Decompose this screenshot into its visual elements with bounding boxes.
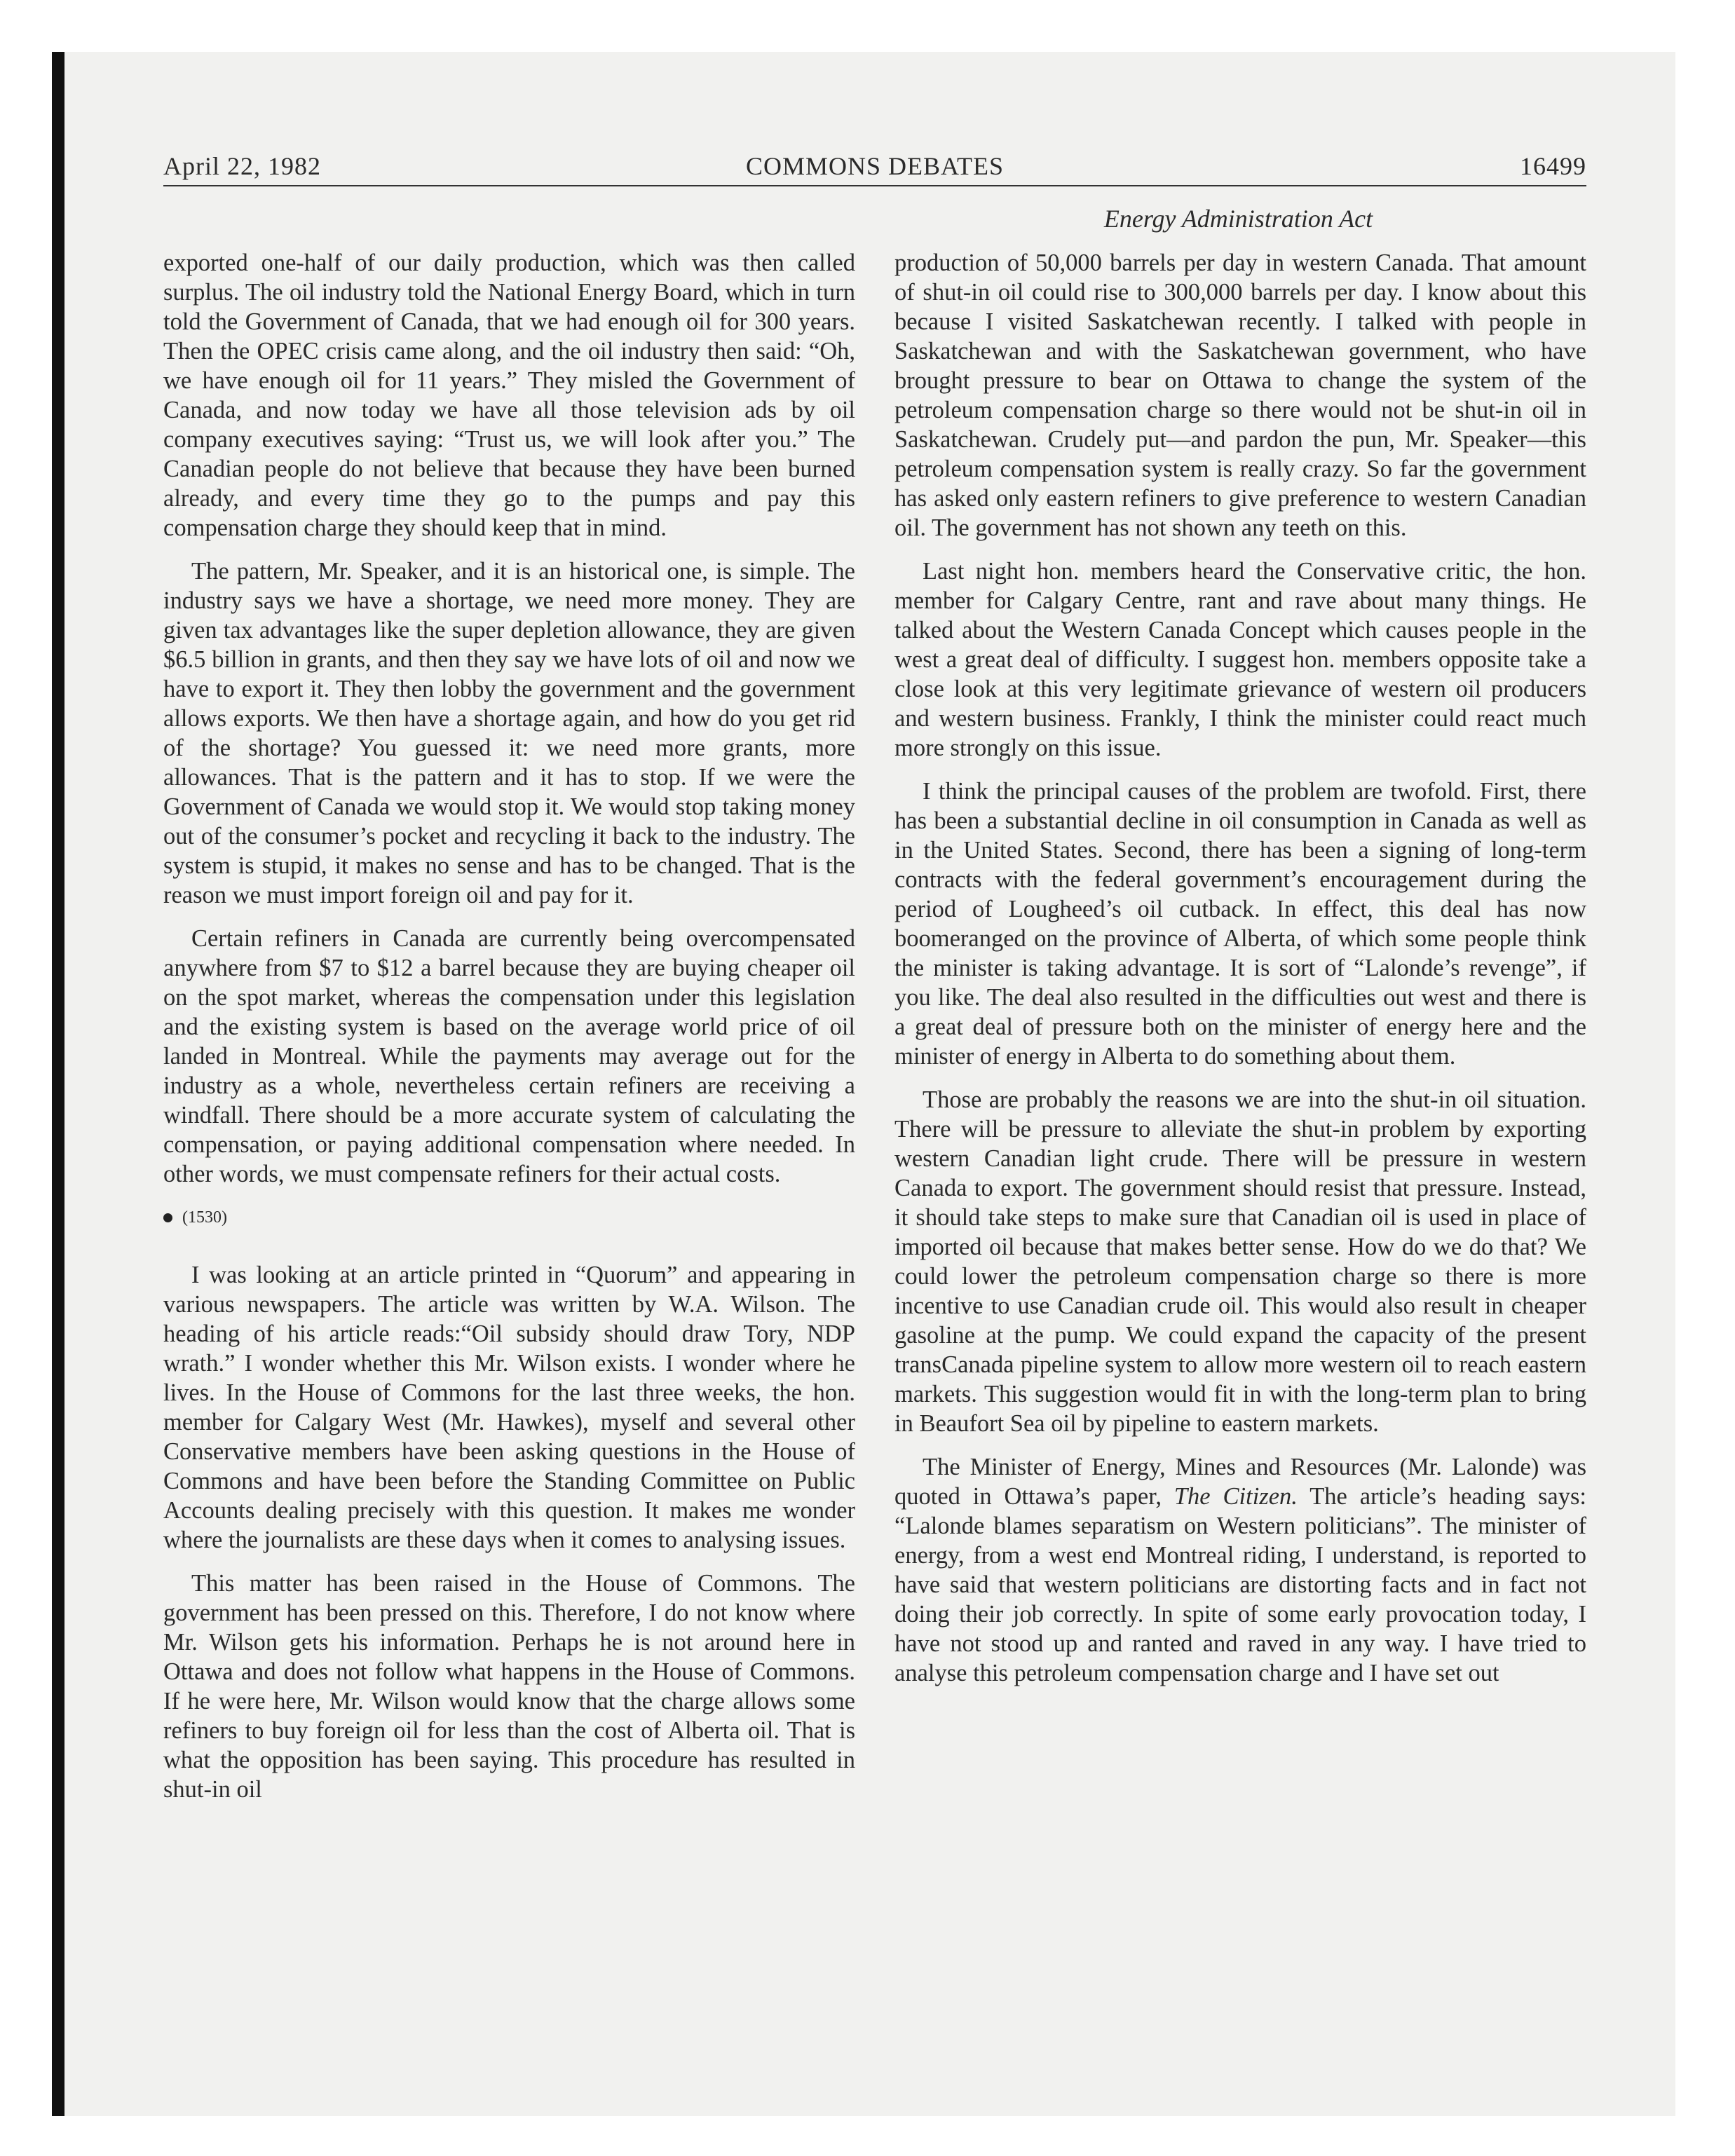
paragraph: This matter has been raised in the House of Commons. The government has been pressed on this. Therefore, I do not know where Mr. Wilson gets his information. Perhaps he is not around here in Ottawa and does not follow what happens in the House of Commons. If he were here, Mr. Wilson would know that the charge allows some refiners to buy foreign oil for less than the cost of Alberta oil. That is what the opposition has been saying. This procedure has resulted in shut-in oil xyxy=(163,1570,855,1803)
text-run: The Minister of Energy, Mines and Resources (Mr. Lalonde) was quoted in Ottawa’s paper, xyxy=(894,1454,1586,1510)
paragraph xyxy=(894,1452,1586,1688)
paragraph: production of 50,000 barrels per day in western Canada. That amount of shut-in oil could rise to 300,000 barrels per day. I know about this because I visited Saskatchewan recently. I talked with people in Saskatchewan and with the Saskatchewan government, who have brought pressure to bear on Ottawa to change the system of the petroleum compensation charge so there would not be shut-in oil in Saskatchewan. Crudely put—and pardon the pun, Mr. Speaker—this petroleum compensation system is really crazy. So far the government has asked only eastern refiners to give preference to western Canadian oil. The government has not shown any teeth on this. xyxy=(894,250,1586,541)
newspaper-title: The Citizen. xyxy=(1173,1483,1298,1510)
paragraph: Those are probably the reasons we are into the shut-in oil situation. There will be pressure to alleviate the shut-in problem by exporting western Canadian light crude. There will be pressure in western Canada to export. The government should resist that pressure. Instead, it should take steps to make sure that Canadian oil is used in place of imported oil because that makes better sense. How do we do that? We could lower the petroleum compensation charge so there is more incentive to use Canadian crude oil. This would also result in cheaper gasoline at the pump. We could expand the capacity of the present transCanada pipeline system to allow more western oil to reach eastern markets. This suggestion would fit in with the long-term plan to bring in Beaufort Sea oil by pipeline to eastern markets. xyxy=(894,1086,1586,1437)
paragraph: I was looking at an article printed in “Quorum” and appearing in various newspapers. The article was written by W.A. Wilson. The heading of his article reads:“Oil subsidy should draw Tory, NDP wrath.” I wonder whether this Mr. Wilson exists. I wonder where he lives. In the House of Commons for the last three weeks, the hon. member for Calgary West (Mr. Hawkes), myself and several other Conservative members have been asking questions in the House of Commons and have been before the Standing Committee on Public Accounts dealing precisely with this question. It makes me wonder where the journalists are these days when it comes to analysing issues. xyxy=(163,1262,855,1553)
left-column xyxy=(163,248,855,1818)
paragraph: Last night hon. members heard the Conservative critic, the hon. member for Calgary Centre, rant and rave about many things. He talked about the Western Canada Concept which causes people in the west a great deal of difficulty. I suggest hon. members opposite take a close look at this very legitimate grievance of western oil producers and western business. Frankly, I think the minister could react much more strongly on this issue. xyxy=(894,558,1586,761)
topic-heading: Energy Administration Act xyxy=(1103,205,1373,233)
right-column xyxy=(894,248,1586,1702)
bullet-icon xyxy=(163,1213,172,1222)
paragraph: Certain refiners in Canada are currently being overcompensated anywhere from $7 to $12 a barrel because they are buying cheaper oil on the spot market, whereas the compensation under this legislation and the existing system is based on the average world price of oil landed in Montreal. While the payments may average out for the industry as a whole, nevertheless certain refiners are receiving a windfall. There should be a more accurate system of calculating the compensation, or paying additional compensation where needed. In other words, we must compensate refiners for their actual costs. xyxy=(163,925,855,1187)
header-publication: COMMONS DEBATES xyxy=(745,152,1005,180)
time-marker xyxy=(163,1203,855,1232)
running-header xyxy=(163,147,1586,186)
paragraph: exported one-half of our daily production, which was then called surplus. The oil industry told the National Energy Board, which in turn told the Government of Canada, that we had enough oil for 300 years. Then the OPEC crisis came along, and the oil industry then said: “Oh, we have enough oil for 11 years.” They misled the Government of Canada, and now today we have all those television ads by oil company executives saying: “Trust us, we will look after you.” The Canadian people do not believe that because they have been burned already, and every time they go to the pumps and pay this compensation charge they should keep that in mind. xyxy=(163,250,855,541)
text-run: The article’s heading says: “Lalonde blames separatism on Western politicians”. The minister of energy, from a west end Montreal riding, I understand, is reported to have said that western politicians are distorting facts and in fact not doing their job correctly. In spite of some early provocation today, I have not stood up and ranted and raved in any way. I have tried to analyse this petroleum compensation charge and I have set out xyxy=(894,1483,1586,1686)
header-page-number: 16499 xyxy=(1520,152,1586,180)
paragraph: I think the principal causes of the problem are twofold. First, there has been a substantial decline in oil consumption in Canada as well as in the United States. Second, there has been a signing of long-term contracts with the federal government’s encouragement during the period of Lougheed’s oil cutback. In effect, this deal has now boomeranged on the province of Alberta, of which some people think the minister is taking advantage. It is sort of “Lalonde’s revenge”, if you like. The deal also resulted in the difficulties out west and there is a great deal of pressure both on the minister of energy here and the minister of energy in Alberta to do something about them. xyxy=(894,778,1586,1070)
paragraph: The pattern, Mr. Speaker, and it is an historical one, is simple. The industry says we have a shortage, we need more money. They are given tax advantages like the super depletion allowance, they are given $6.5 billion in grants, and then they say we have lots of oil and now we have to export it. They then lobby the government and the government allows exports. We then have a shortage again, and how do you get rid of the shortage? You guessed it: we need more grants, more allowances. That is the pattern and it has to stop. If we were the Government of Canada we would stop it. We would stop taking money out of the consumer’s pocket and recycling it back to the industry. The system is stupid, it makes no sense and has to be changed. That is the reason we must import foreign oil and pay for it. xyxy=(163,558,855,908)
header-date: April 22, 1982 xyxy=(163,152,321,180)
binding-edge xyxy=(52,52,64,2116)
time-marker-label: (1530) xyxy=(182,1208,227,1227)
